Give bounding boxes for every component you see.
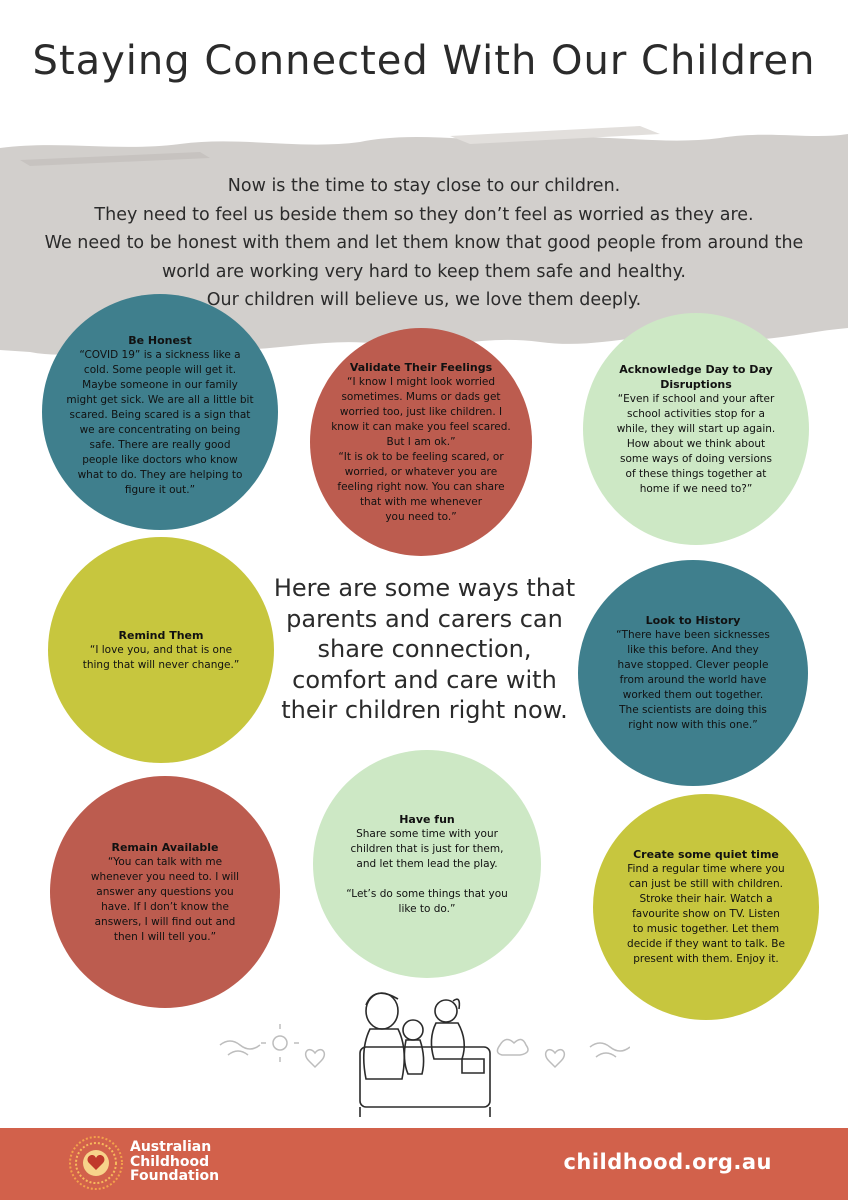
- circle-validate-feelings: [310, 328, 532, 556]
- circle-heading: Look to History: [645, 614, 741, 627]
- circle-remind-them: [48, 537, 274, 763]
- logo-icon: [68, 1135, 124, 1191]
- intro-line: They need to feel us beside them so they don’t feel as worried as they are.: [94, 204, 754, 225]
- center-line: Here are some ways that: [273, 574, 576, 602]
- circle-heading: Be Honest: [128, 333, 192, 347]
- circle-heading: Have fun: [399, 812, 455, 826]
- organisation-name: [130, 1140, 219, 1184]
- circle-body: “Even if school and your after school activities stop for a while, they will start up again. How about we think about some ways of doing versions of these things together at home if we need to?”: [616, 392, 776, 495]
- intro-line: world are working very hard to keep them safe and healthy.: [161, 261, 686, 282]
- circle-heading: Validate Their Feelings: [349, 360, 493, 374]
- org-line: Australian: [130, 1139, 212, 1155]
- circle-acknowledge-disruptions: [583, 313, 809, 545]
- intro-line: We need to be honest with them and let them know that good people from around the: [44, 233, 804, 253]
- circle-heading: Acknowledge Day to Day Disruptions: [619, 362, 773, 391]
- family-illustration: [210, 985, 630, 1120]
- page-title: Staying Connected With Our Children: [32, 38, 816, 84]
- circle-body: Share some time with your children that is just for them, and let them lead the play. “Let’s do some things that you like to do.”: [346, 827, 508, 915]
- intro-text: [20, 172, 828, 315]
- center-line: share connection,: [317, 635, 532, 663]
- org-line: Foundation: [130, 1168, 220, 1184]
- org-line: Childhood: [130, 1153, 210, 1170]
- circle-heading: Create some quiet time: [633, 848, 779, 861]
- website-link[interactable]: childhood.org.au: [563, 1150, 772, 1174]
- circle-be-honest: [42, 294, 278, 530]
- circle-remain-available: [50, 776, 280, 1008]
- center-message: [262, 573, 587, 726]
- circle-heading: Remain Available: [111, 840, 219, 854]
- intro-line: Our children will believe us, we love them deeply.: [206, 290, 642, 310]
- center-line: parents and carers can: [286, 604, 563, 633]
- circle-look-to-history: [578, 560, 808, 786]
- circle-body: “You can talk with me whenever you need to. I will answer any questions you have. If I don’t know the answers, I will find out and then I will tell you.”: [90, 855, 240, 943]
- center-line: comfort and care with: [292, 665, 557, 694]
- intro-line: Now is the time to stay close to our children.: [227, 176, 621, 196]
- circle-body: “COVID 19” is a sickness like a cold. Some people will get it. Maybe someone in our family might get sick. We are all a little bit scared. Being scared is a sign that we are concentrating on being safe. There are really good people like doctors who know what to do. They are helping to figure it out.”: [66, 348, 254, 496]
- center-line: their children right now.: [281, 696, 568, 724]
- circle-body: “I know I might look worried sometimes. Mums or dads get worried too, just like children. I know it can make you feel scared. But I am ok.” “It is ok to be feeling scared, or worried, or whatever you are feeling right now. You can share that with me whenever you need to.”: [331, 375, 511, 523]
- circle-body: Find a regular time where you can just be still with children. Stroke their hair. Watch a favourite show on TV. Listen to music together. Let them decide if they want to talk. Be present with them. Enjoy it.: [627, 863, 785, 965]
- circle-body: “There have been sicknesses like this before. And they have stopped. Clever people from around the world have worked them out together. The scientists are doing this right now with this one.”: [616, 629, 770, 731]
- circle-have-fun: [313, 750, 541, 978]
- circle-body: “I love you, and that is one thing that will never change.”: [82, 643, 240, 671]
- circle-heading: Remind Them: [118, 628, 204, 642]
